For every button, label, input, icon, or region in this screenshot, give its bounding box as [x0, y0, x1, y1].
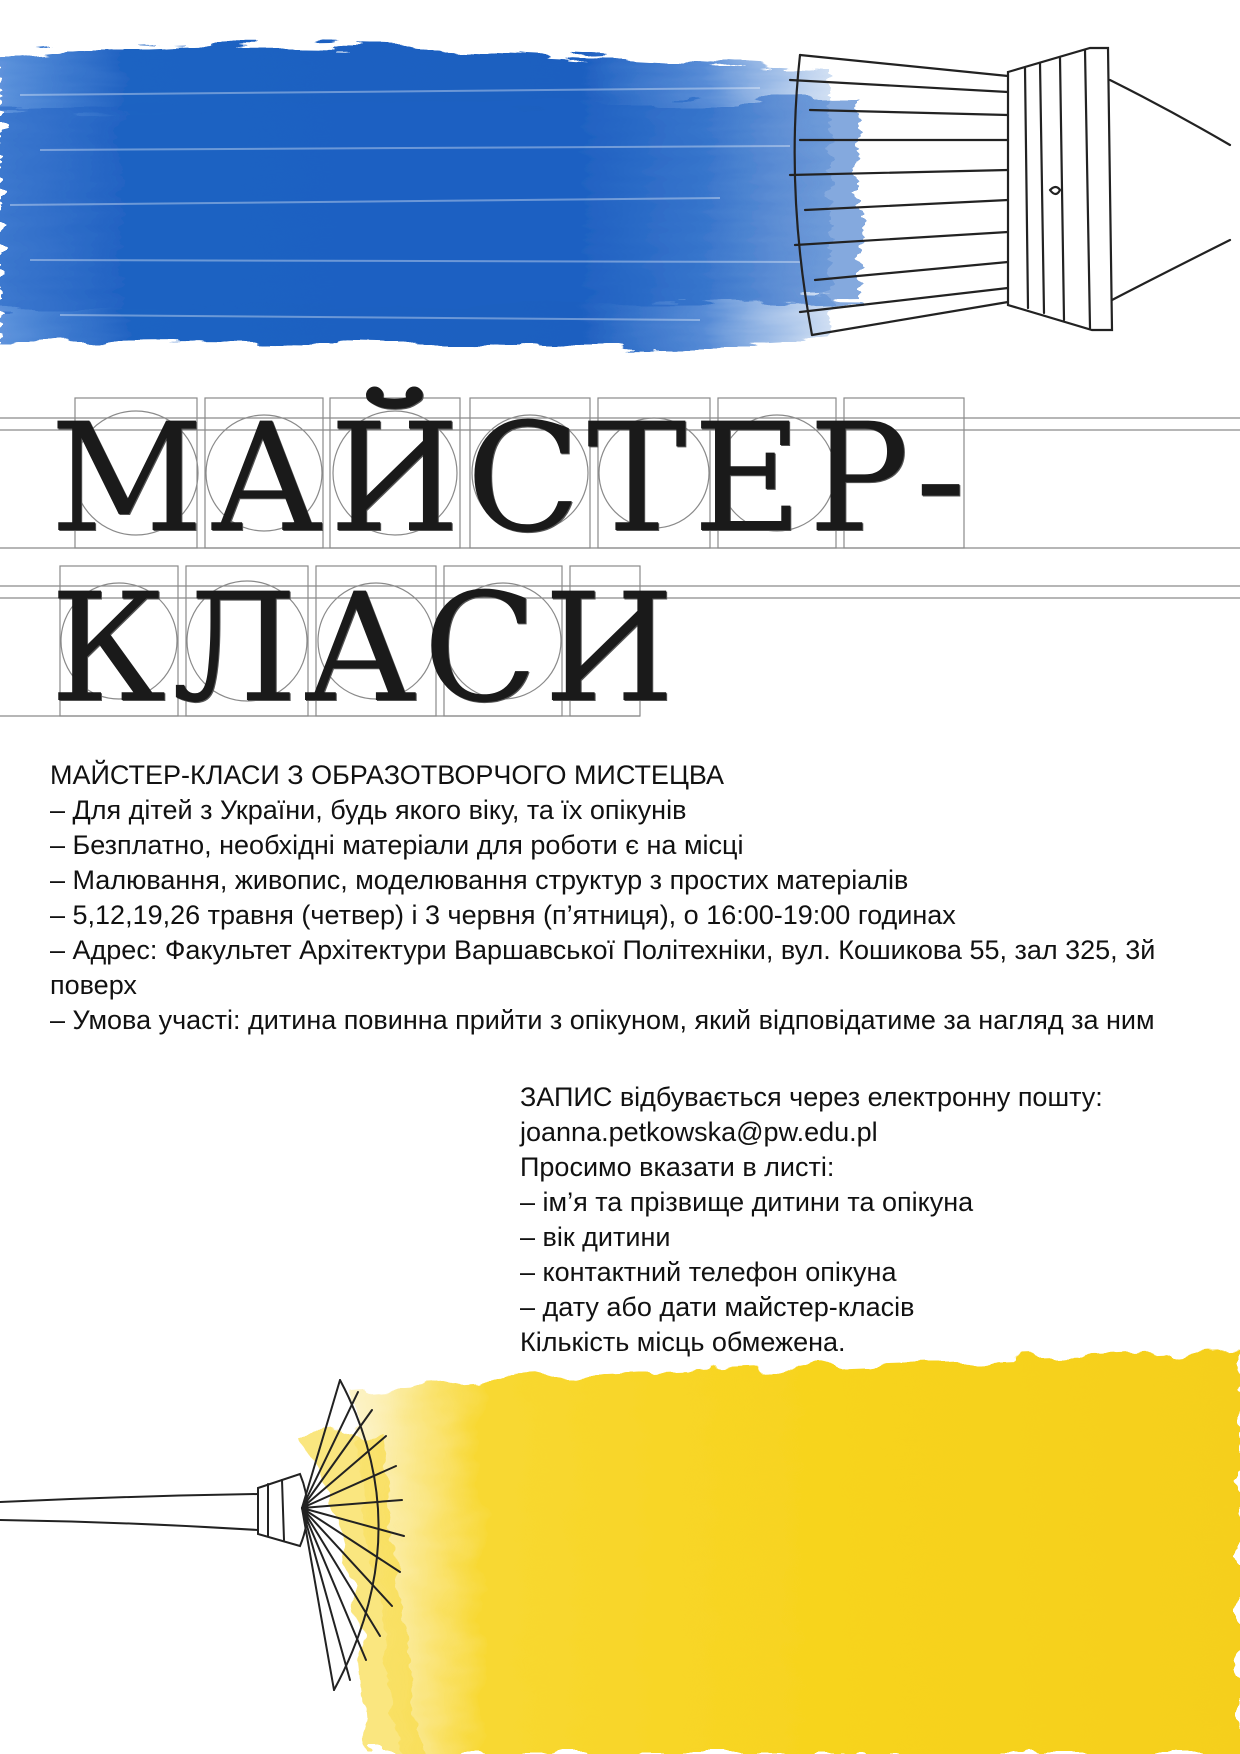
detail-free: – Безплатно, необхідні матеріали для роботи є на місці	[50, 830, 744, 860]
registration-email[interactable]: joanna.petkowska@pw.edu.pl	[520, 1117, 878, 1147]
title-line-1: МАЙСТЕР-	[50, 392, 972, 566]
detail-audience: – Для дітей з України, будь якого віку, та їх опікунів	[50, 795, 687, 825]
workshop-heading: МАЙСТЕР-КЛАСИ З ОБРАЗОТВОРЧОГО МИСТЕЦВА	[50, 760, 725, 790]
registration-ask: Просимо вказати в листі:	[520, 1152, 835, 1182]
registration-item-dates: – дату або дати майстер-класів	[520, 1292, 915, 1322]
registration-note: Кількість місць обмежена.	[520, 1327, 846, 1357]
detail-activities: – Малювання, живопис, моделювання структур з простих матеріалів	[50, 865, 909, 895]
registration-item-age: – вік дитини	[520, 1222, 671, 1252]
registration-item-phone: – контактний телефон опікуна	[520, 1257, 897, 1287]
detail-address: – Адрес: Факультет Архітектури Варшавської Політехніки, вул. Кошикова 55, зал 325, 3й поверх	[50, 935, 1156, 1000]
registration-intro: ЗАПИС відбувається через електронну пошту:	[520, 1082, 1103, 1112]
title-line-2: КЛАСИ	[50, 562, 681, 736]
detail-condition: – Умова участі: дитина повинна прийти з опікуном, який відповідатиме за нагляд за ним	[50, 1005, 1155, 1035]
registration-item-names: – ім’я та прізвище дитини та опікуна	[520, 1187, 974, 1217]
detail-dates: – 5,12,19,26 травня (четвер) і 3 червня (п’ятниця), о 16:00-19:00 годинах	[50, 900, 956, 930]
